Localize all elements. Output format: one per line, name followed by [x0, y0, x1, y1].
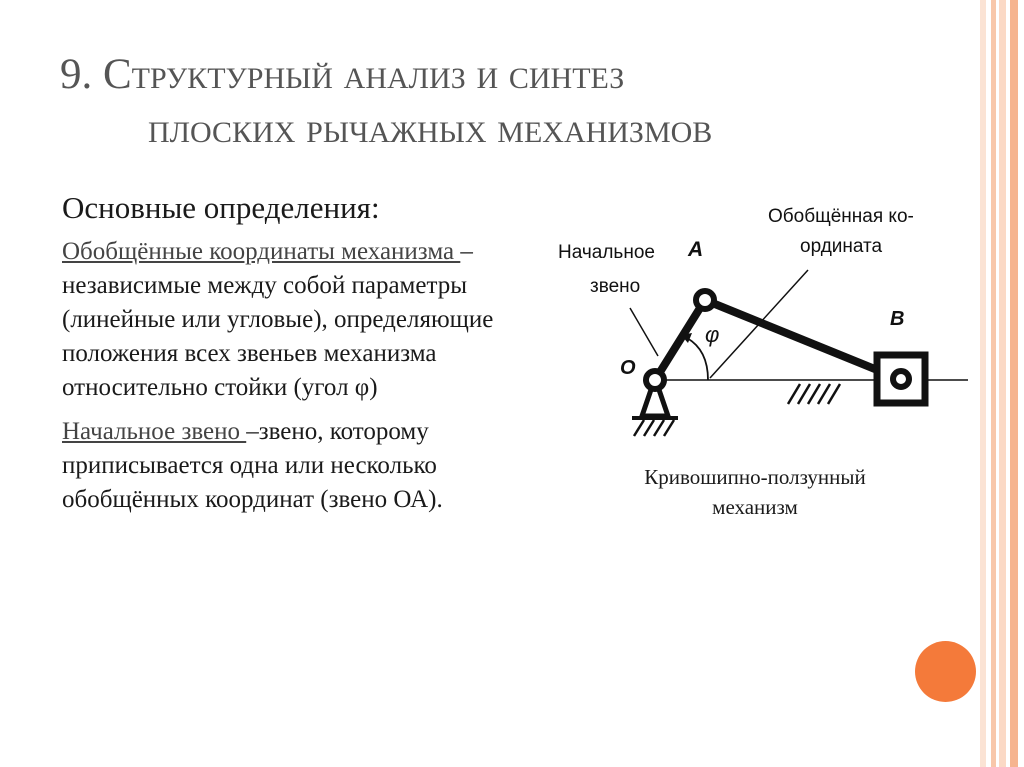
diagram-caption: Кривошипно-ползунный механизм — [644, 465, 866, 519]
stripe — [991, 0, 996, 767]
label-initial-link-2: звено — [590, 276, 641, 297]
label-point-a: A — [688, 238, 704, 261]
connecting-rod-ab — [705, 300, 897, 378]
label-generalized-coordinate-1: Обобщённая ко- — [768, 206, 914, 227]
definition-initial-link — [62, 415, 542, 517]
definition-text: –звено, которому приписывается одна или несколько обобщённых координат (звено ОА). — [62, 418, 443, 513]
ground-hatch-guide — [788, 384, 840, 404]
crank-slider-diagram — [550, 190, 980, 455]
term: Обобщённые координаты механизма — [62, 238, 461, 265]
definition-text: – независимые между собой параметры (линейные или угловые), определяющие положения всех звеньев механизма относительно стойки (угол φ) — [62, 238, 494, 401]
accent-circle — [915, 641, 976, 702]
joint-o — [646, 371, 664, 389]
crank-link-oa — [655, 300, 705, 380]
subheading: Основные определения: — [62, 190, 380, 225]
term: Начальное звено — [62, 418, 247, 445]
definition-generalized-coordinates — [62, 235, 542, 405]
stripe — [999, 0, 1006, 767]
joint-a — [696, 291, 714, 309]
title-line-1: 9. Структурный анализ и синтез — [60, 51, 625, 98]
label-initial-link-1: Начальное — [558, 242, 655, 263]
joint-b — [893, 371, 909, 387]
stripe — [980, 0, 986, 767]
title-line-2: плоских рычажных механизмов — [148, 105, 713, 152]
label-angle-phi: φ — [705, 322, 720, 347]
definitions-list — [62, 235, 542, 527]
label-generalized-coordinate-2: ордината — [800, 236, 883, 257]
slide-title — [60, 48, 920, 156]
stripe — [1010, 0, 1018, 767]
label-point-o: O — [620, 357, 636, 379]
decorative-stripes — [978, 0, 1024, 767]
label-point-b: B — [890, 308, 905, 330]
ground-hatch-support — [634, 420, 674, 436]
pointer-line-initial — [630, 308, 658, 356]
